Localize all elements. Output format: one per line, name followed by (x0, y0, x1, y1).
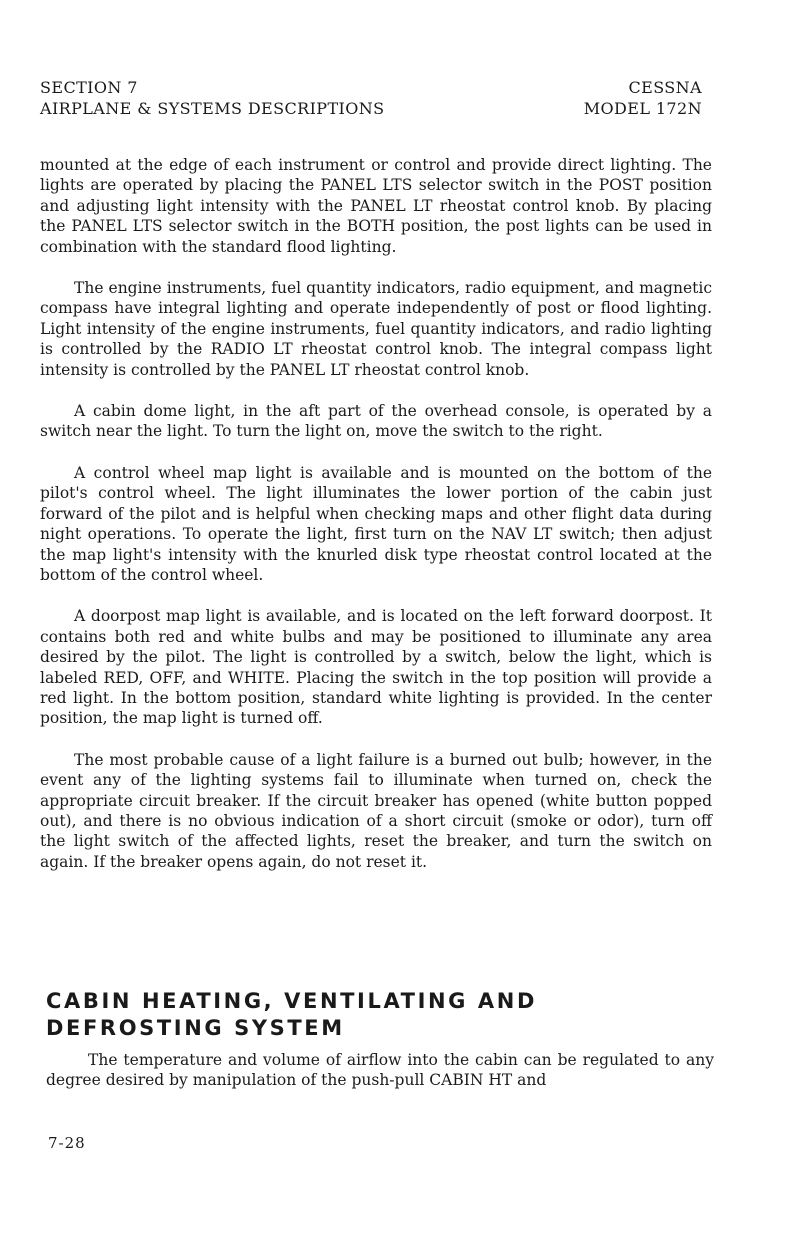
section-heading-line-1: CABIN HEATING, VENTILATING AND (46, 989, 537, 1013)
cabin-heating-body (46, 1050, 714, 1091)
section-title: AIRPLANE & SYSTEMS DESCRIPTIONS (40, 99, 385, 118)
manufacturer-name: CESSNA (628, 78, 702, 97)
aircraft-model: MODEL 172N (583, 99, 702, 118)
paragraph-light-failure: The most probable cause of a light failure is a burned out bulb; however, in the event any of the lighting systems fail to illuminate when turned on, check the appropriate circuit breaker. If the circuit breaker has opened (white button popped out), and there is no obvious indication of a short circuit (smoke or odor), turn off the light switch of the affected lights, reset the breaker, and turn the switch on again. If the breaker opens again, do not reset it. (40, 750, 712, 871)
paragraph-cabin-heating-intro: The temperature and volume of airflow into the cabin can be regulated to any degree desired by manipulation of the push-pull CABIN HT and (46, 1051, 714, 1090)
paragraph-post-lighting: mounted at the edge of each instrument or control and provide direct lighting. The lights are operated by placing the PANEL LTS selector switch in the POST position and adjusting light intensity with the PANEL LT rheostat control knob. By placing the PANEL LTS selector switch in the BOTH position, the post lights can be used in combination with the standard flood lighting. (40, 156, 712, 256)
paragraph-doorpost-map-light: A doorpost map light is available, and is located on the left forward doorpost. It contains both red and white bulbs and may be positioned to illuminate any area desired by the pilot. The light is controlled by a switch, below the light, which is labeled RED, OFF, and WHITE. Placing the switch in the top position will provide a red light. In the bottom position, standard white lighting is provided. In the center position, the map light is turned off. (40, 607, 712, 728)
section-heading-line-2: DEFROSTING SYSTEM (46, 1016, 345, 1040)
paragraph-dome-light: A cabin dome light, in the aft part of the overhead console, is operated by a switch near the light. To turn the light on, move the switch to the right. (40, 402, 712, 441)
header-left (40, 77, 385, 119)
page-number: 7-28 (48, 1134, 86, 1152)
section-heading (46, 988, 686, 1042)
paragraph-integral-lighting: The engine instruments, fuel quantity indicators, radio equipment, and magnetic compass have integral lighting and operate independently of post or flood lighting. Light intensity of the engine instruments, fuel quantity indicators, and radio lighting is controlled by the RADIO LT rheostat control knob. The integral compass light intensity is controlled by the PANEL LT rheostat control knob. (40, 279, 712, 379)
lighting-description-body (40, 155, 712, 893)
paragraph-control-wheel-map-light: A control wheel map light is available and is mounted on the bottom of the pilot's control wheel. The light illuminates the lower portion of the cabin just forward of the pilot and is helpful when checking maps and other flight data during night operations. To operate the light, first turn on the NAV LT switch; then adjust the map light's intensity with the knurled disk type rheostat control located at the bottom of the control wheel. (40, 463, 712, 584)
section-number: SECTION 7 (40, 78, 138, 97)
header-right (584, 77, 702, 119)
